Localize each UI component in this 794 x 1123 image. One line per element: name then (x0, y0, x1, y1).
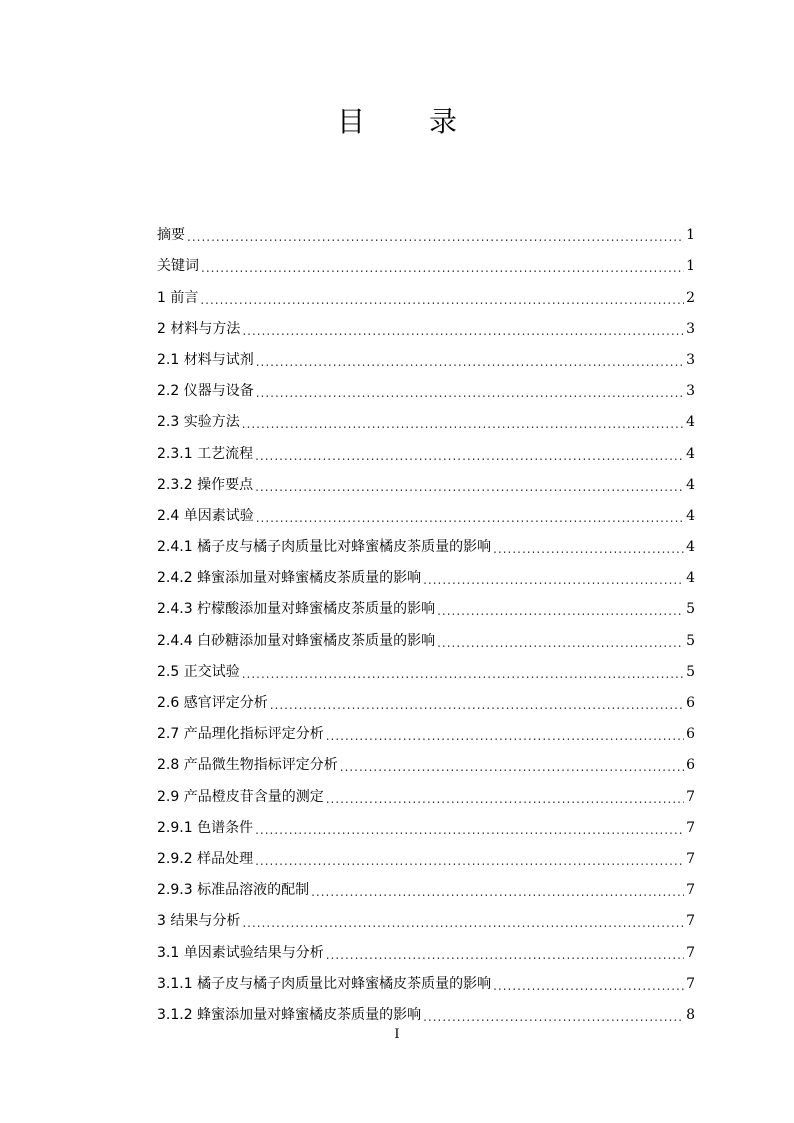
toc-dot-leader (255, 449, 684, 463)
toc-entry[interactable] (157, 463, 695, 494)
toc-dot-leader (242, 417, 684, 431)
toc-entry[interactable] (157, 681, 695, 712)
toc-entry-label: 2.4 单因素试验 (157, 507, 254, 524)
toc-entry-page: 7 (686, 882, 695, 899)
toc-dot-leader (256, 511, 684, 525)
toc-entry-page: 7 (686, 944, 695, 961)
toc-entry-label: 2.3.1 工艺流程 (157, 445, 254, 462)
toc-entry[interactable] (157, 743, 695, 774)
toc-dot-leader (326, 792, 684, 806)
toc-entry[interactable] (157, 930, 695, 961)
toc-entry-label: 2.4.2 蜂蜜添加量对蜂蜜橘皮茶质量的影响 (157, 570, 422, 587)
toc-dot-leader (326, 729, 684, 743)
toc-entry[interactable] (157, 307, 695, 338)
toc-entry-page: 7 (686, 975, 695, 992)
toc-entry[interactable] (157, 400, 695, 431)
toc-entry-label: 关键词 (157, 258, 199, 275)
toc-entry-page: 6 (686, 695, 695, 711)
toc-entry-label: 2.4.3 柠檬酸添加量对蜂蜜橘皮茶质量的影响 (157, 601, 436, 618)
toc-entry-page: 6 (686, 726, 695, 743)
toc-dot-leader (437, 604, 684, 618)
toc-entry-page: 2 (686, 289, 695, 306)
toc-entry[interactable] (157, 213, 695, 244)
toc-entry-label: 3.1.2 蜂蜜添加量对蜂蜜橘皮茶质量的影响 (157, 1006, 422, 1023)
toc-entry-page: 4 (686, 414, 695, 431)
toc-entry[interactable] (157, 587, 695, 618)
toc-entry-page: 4 (686, 476, 695, 493)
toc-entry-page: 4 (686, 539, 695, 556)
title-char-2: 录 (429, 105, 458, 138)
toc-entry-label: 2.6 感官评定分析 (157, 695, 268, 711)
toc-dot-leader (242, 667, 684, 681)
toc-entry-label: 3 结果与分析 (157, 913, 241, 930)
toc-dot-leader (270, 698, 684, 712)
toc-entry-label: 摘要 (157, 227, 185, 244)
toc-entry-page: 3 (686, 351, 695, 368)
toc-entry-label: 1 前言 (157, 289, 199, 306)
toc-dot-leader (437, 636, 684, 650)
title-char-1: 目 (336, 105, 365, 138)
toc-entry-label: 2.9.1 色谱条件 (157, 819, 254, 836)
toc-entry[interactable] (157, 431, 695, 462)
toc-entry-page: 5 (686, 663, 695, 680)
toc-dot-leader (256, 386, 684, 400)
toc-entry[interactable] (157, 712, 695, 743)
toc-entry-label: 2.4.1 橘子皮与橘子肉质量比对蜂蜜橘皮茶质量的影响 (157, 539, 492, 556)
toc-dot-leader (423, 573, 684, 587)
toc-entry-label: 2.8 产品微生物指标评定分析 (157, 757, 338, 774)
toc-dot-leader (493, 979, 684, 993)
toc-entry-page: 4 (686, 570, 695, 587)
toc-dot-leader (255, 480, 684, 494)
toc-entry[interactable] (157, 494, 695, 525)
page-number: I (394, 1027, 400, 1042)
toc-entry[interactable] (157, 774, 695, 805)
toc-entry-page: 6 (686, 757, 695, 774)
toc-entry-page: 5 (686, 601, 695, 618)
toc-entry-page: 1 (686, 227, 695, 244)
toc-entry[interactable] (157, 806, 695, 837)
toc-entry[interactable] (157, 837, 695, 868)
toc-dot-leader (256, 355, 684, 369)
toc-dot-leader (255, 854, 684, 868)
toc-dot-leader (423, 1010, 684, 1024)
toc-entry-label: 2.2 仪器与设备 (157, 383, 254, 400)
toc-entry-label: 2 材料与方法 (157, 320, 241, 337)
toc-entry-label: 2.3.2 操作要点 (157, 476, 254, 493)
toc-entry-label: 3.1.1 橘子皮与橘子肉质量比对蜂蜜橘皮茶质量的影响 (157, 975, 492, 992)
toc-entry[interactable] (157, 556, 695, 587)
toc-dot-leader (242, 916, 684, 930)
toc-entry[interactable] (157, 338, 695, 369)
toc-dot-leader (187, 230, 684, 244)
table-of-contents (157, 213, 695, 1024)
toc-dot-leader (255, 823, 684, 837)
toc-entry[interactable] (157, 993, 695, 1024)
toc-entry[interactable] (157, 525, 695, 556)
toc-entry-page: 1 (686, 258, 695, 275)
toc-entry-page: 3 (686, 320, 695, 337)
toc-entry-label: 2.7 产品理化指标评定分析 (157, 726, 324, 743)
page-title (0, 100, 794, 140)
toc-entry-label: 2.4.4 白砂糖添加量对蜂蜜橘皮茶质量的影响 (157, 632, 436, 649)
toc-entry-label: 2.9 产品橙皮苷含量的测定 (157, 788, 324, 805)
toc-dot-leader (242, 324, 684, 338)
toc-entry-page: 3 (686, 383, 695, 400)
toc-entry[interactable] (157, 962, 695, 993)
toc-entry[interactable] (157, 650, 695, 681)
toc-entry-label: 2.9.3 标准品溶液的配制 (157, 882, 310, 899)
toc-entry-page: 7 (686, 913, 695, 930)
toc-dot-leader (311, 885, 684, 899)
toc-entry[interactable] (157, 244, 695, 275)
toc-entry[interactable] (157, 618, 695, 649)
toc-dot-leader (200, 293, 684, 307)
toc-entry[interactable] (157, 868, 695, 899)
toc-entry-page: 7 (686, 819, 695, 836)
toc-dot-leader (340, 760, 684, 774)
toc-dot-leader (493, 542, 684, 556)
toc-entry[interactable] (157, 275, 695, 306)
toc-entry-label: 2.3 实验方法 (157, 414, 240, 431)
toc-entry-page: 5 (686, 632, 695, 649)
toc-entry[interactable] (157, 899, 695, 930)
toc-entry-page: 7 (686, 788, 695, 805)
toc-entry-label: 2.5 正交试验 (157, 663, 240, 680)
toc-entry-page: 8 (686, 1006, 695, 1023)
toc-entry-page: 4 (686, 507, 695, 524)
toc-entry-label: 2.9.2 样品处理 (157, 850, 254, 867)
toc-dot-leader (201, 261, 684, 275)
toc-entry-label: 3.1 单因素试验结果与分析 (157, 944, 324, 961)
toc-entry[interactable] (157, 369, 695, 400)
toc-entry-page: 4 (686, 445, 695, 462)
toc-entry-page: 7 (686, 850, 695, 867)
toc-dot-leader (326, 948, 684, 962)
toc-entry-label: 2.1 材料与试剂 (157, 351, 254, 368)
